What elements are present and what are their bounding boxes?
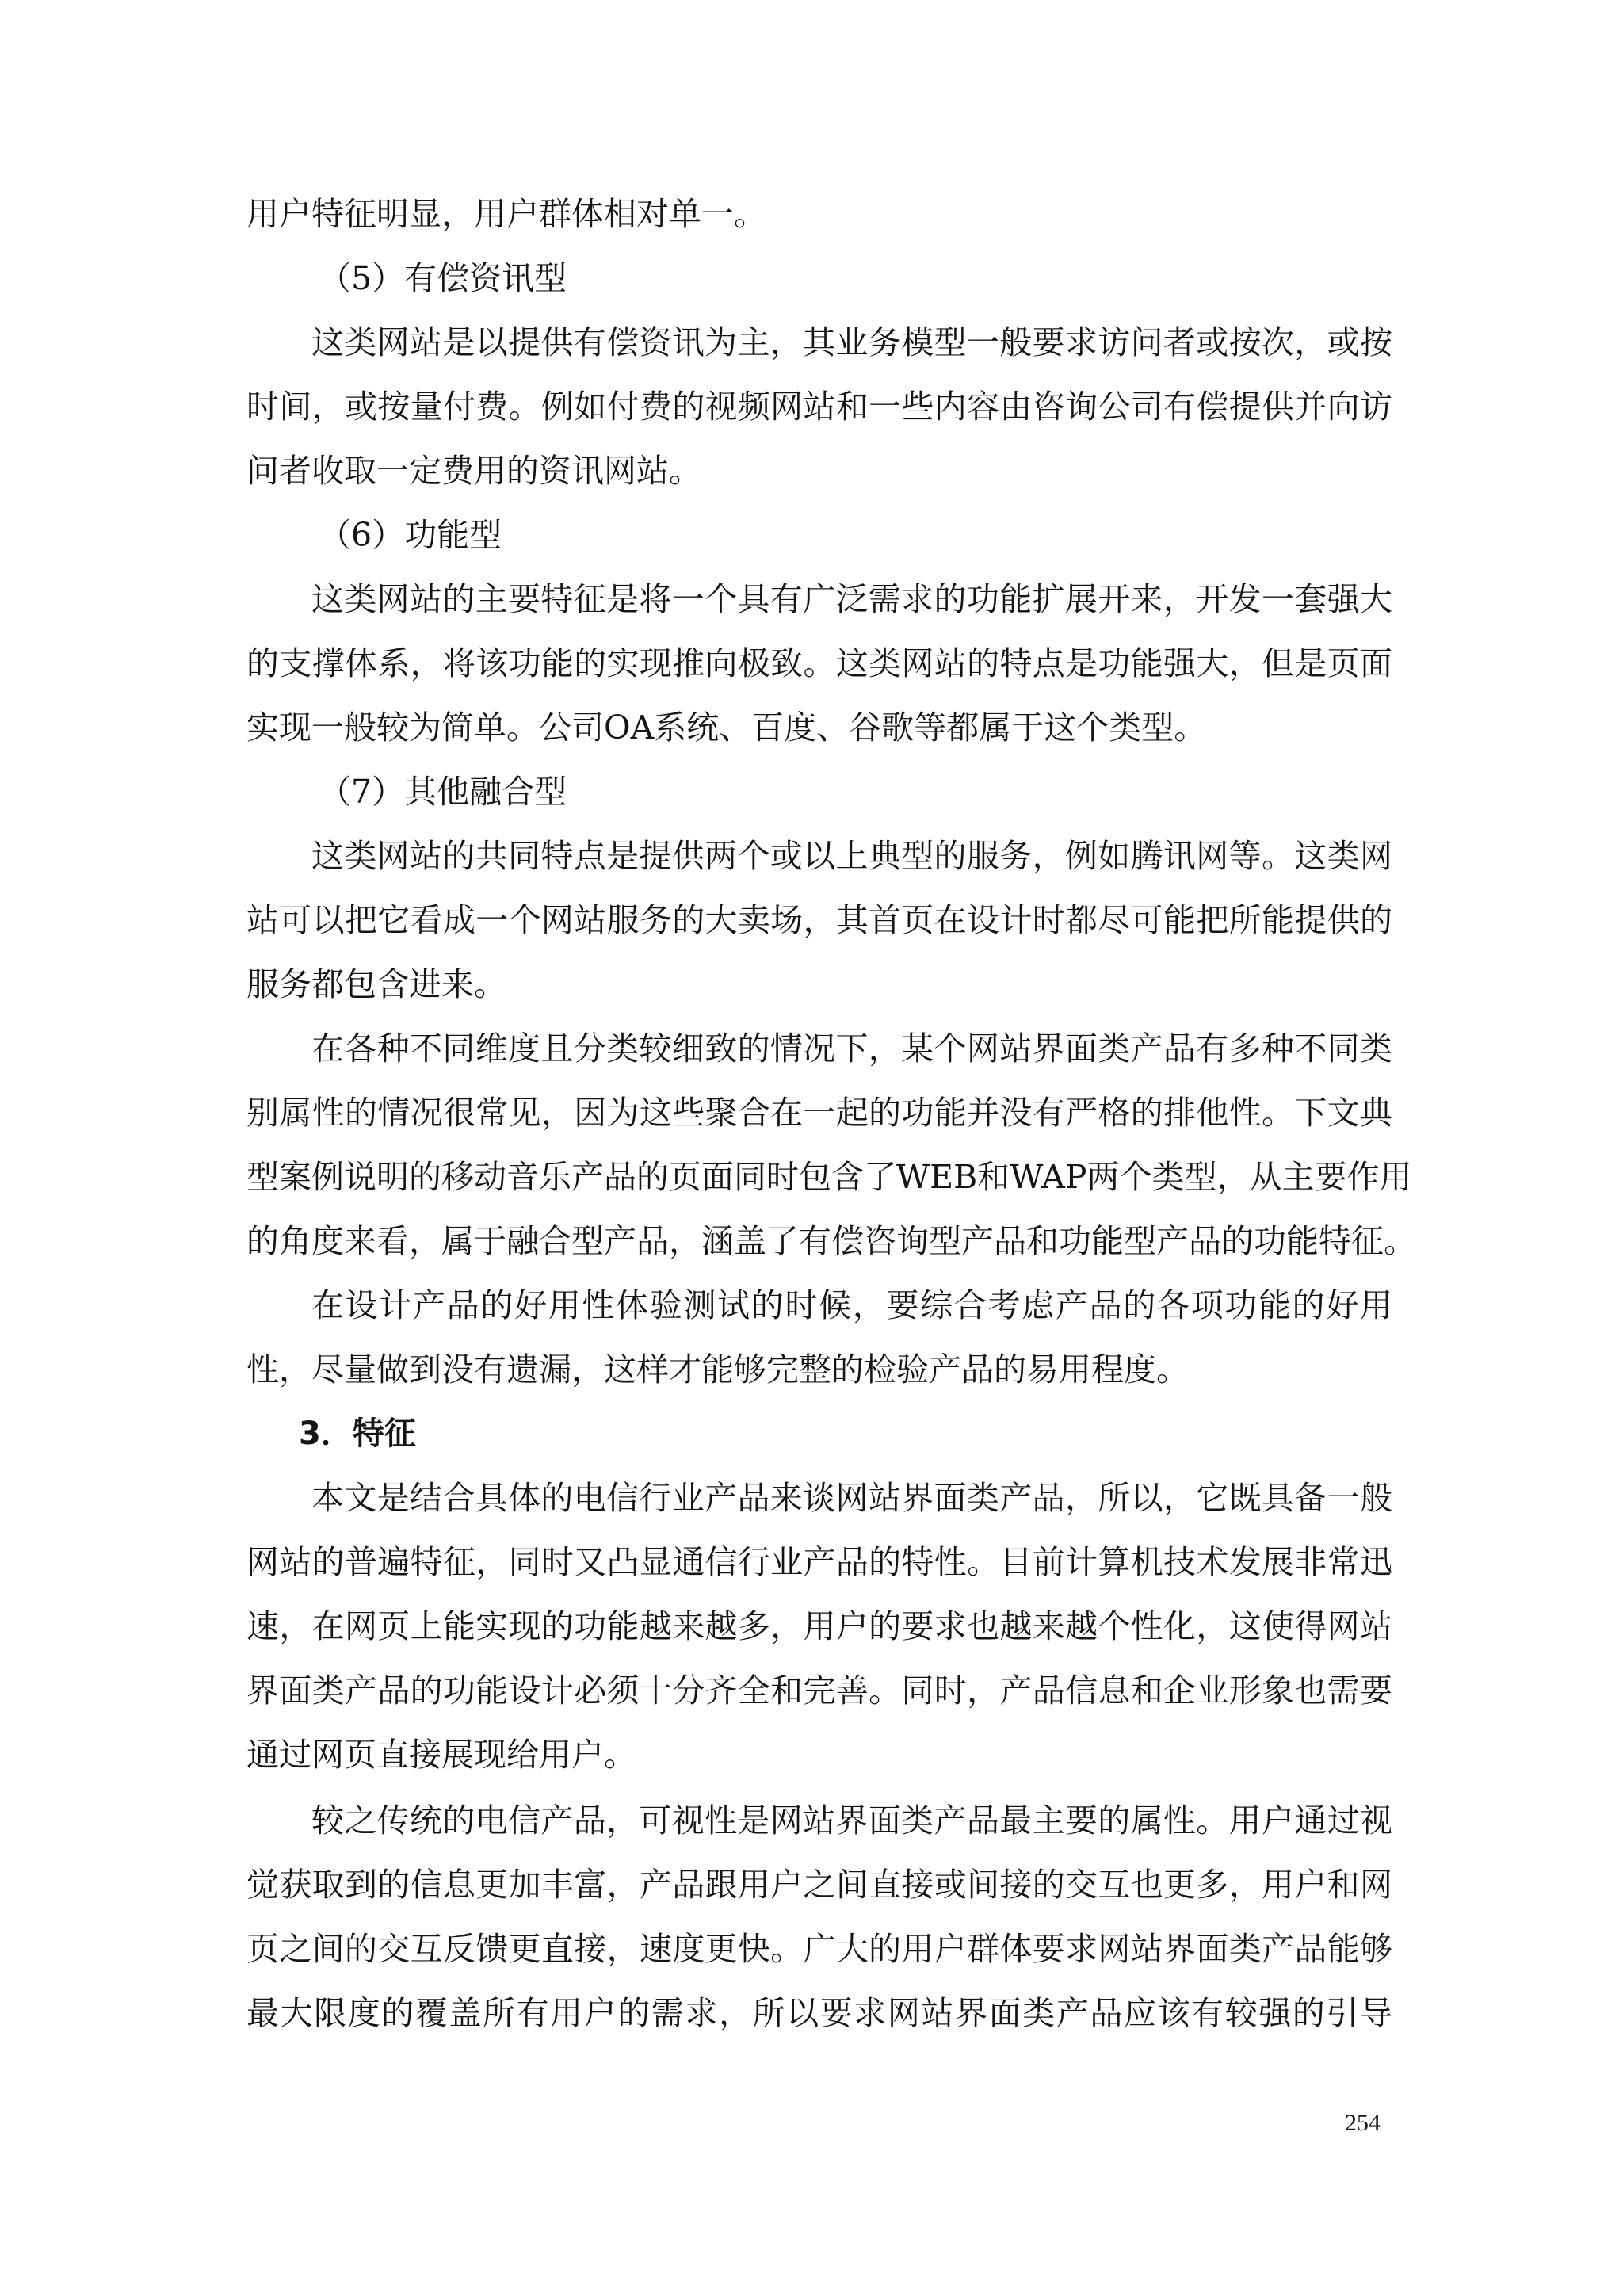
text-line: 别属性的情况很常见，因为这些聚合在一起的功能并没有严格的排他性。下文典 <box>246 1094 1392 1132</box>
text-line: 性，尽量做到没有遗漏，这样才能够完整的检验产品的易用程度。 <box>246 1350 1189 1389</box>
text-line: 网站的普遍特征，同时又凸显通信行业产品的特性。目前计算机技术发展非常迅 <box>246 1543 1392 1581</box>
text-line: 时间，或按量付费。例如付费的视频网站和一些内容由咨询公司有偿提供并向访 <box>246 388 1392 426</box>
text-line: 这类网站的共同特点是提供两个或以上典型的服务，例如腾讯网等。这类网 <box>311 837 1392 875</box>
text-line: 觉获取到的信息更加丰富，产品跟用户之间直接或间接的交互也更多，用户和网 <box>246 1866 1392 1904</box>
text-line: 在设计产品的好用性体验测试的时候，要综合考虑产品的各项功能的好用 <box>311 1286 1392 1324</box>
text-line: 这类网站是以提供有偿资讯为主，其业务模型一般要求访问者或按次，或按 <box>311 323 1392 361</box>
text-line: 实现一般较为简单。公司OA系统、百度、谷歌等都属于这个类型。 <box>246 709 1207 747</box>
page-number: 254 <box>1345 2110 1381 2136</box>
text-line: 速，在网页上能实现的功能越来越多，用户的要求也越来越个性化，这使得网站 <box>246 1607 1392 1645</box>
text-line: 的支撑体系，将该功能的实现推向极致。这类网站的特点是功能强大，但是页面 <box>246 644 1392 682</box>
text-line: 在各种不同维度且分类较细致的情况下，某个网站界面类产品有多种不同类 <box>311 1030 1392 1068</box>
section-subheading: （6）功能型 <box>319 516 502 554</box>
section-heading: 3．特征 <box>299 1415 416 1452</box>
text-line: 的角度来看，属于融合型产品，涵盖了有偿咨询型产品和功能型产品的功能特征。 <box>246 1222 1416 1260</box>
section-subheading: （5）有偿资讯型 <box>319 259 567 297</box>
text-line: 服务都包含进来。 <box>246 965 506 1003</box>
text-line: 型案例说明的移动音乐产品的页面同时包含了WEB和WAP两个类型，从主要作用 <box>246 1158 1412 1196</box>
text-line: 界面类产品的功能设计必须十分齐全和完善。同时，产品信息和企业形象也需要 <box>246 1671 1392 1710</box>
section-subheading: （7）其他融合型 <box>319 773 567 811</box>
text-line: 这类网站的主要特征是将一个具有广泛需求的功能扩展开来，开发一套强大 <box>311 580 1392 618</box>
text-line: 用户特征明显，用户群体相对单一。 <box>246 195 766 233</box>
text-line: 站可以把它看成一个网站服务的大卖场，其首页在设计时都尽可能把所能提供的 <box>246 901 1392 939</box>
text-line: 本文是结合具体的电信行业产品来谈网站界面类产品，所以，它既具备一般 <box>311 1479 1392 1517</box>
text-line: 最大限度的覆盖所有用户的需求，所以要求网站界面类产品应该有较强的引导 <box>246 1994 1392 2032</box>
text-line: 较之传统的电信产品，可视性是网站界面类产品最主要的属性。用户通过视 <box>311 1801 1392 1839</box>
text-line: 页之间的交互反馈更直接，速度更快。广大的用户群体要求网站界面类产品能够 <box>246 1930 1392 1968</box>
text-line: 问者收取一定费用的资讯网站。 <box>246 452 701 490</box>
text-line: 通过网页直接展现给用户。 <box>246 1736 636 1774</box>
